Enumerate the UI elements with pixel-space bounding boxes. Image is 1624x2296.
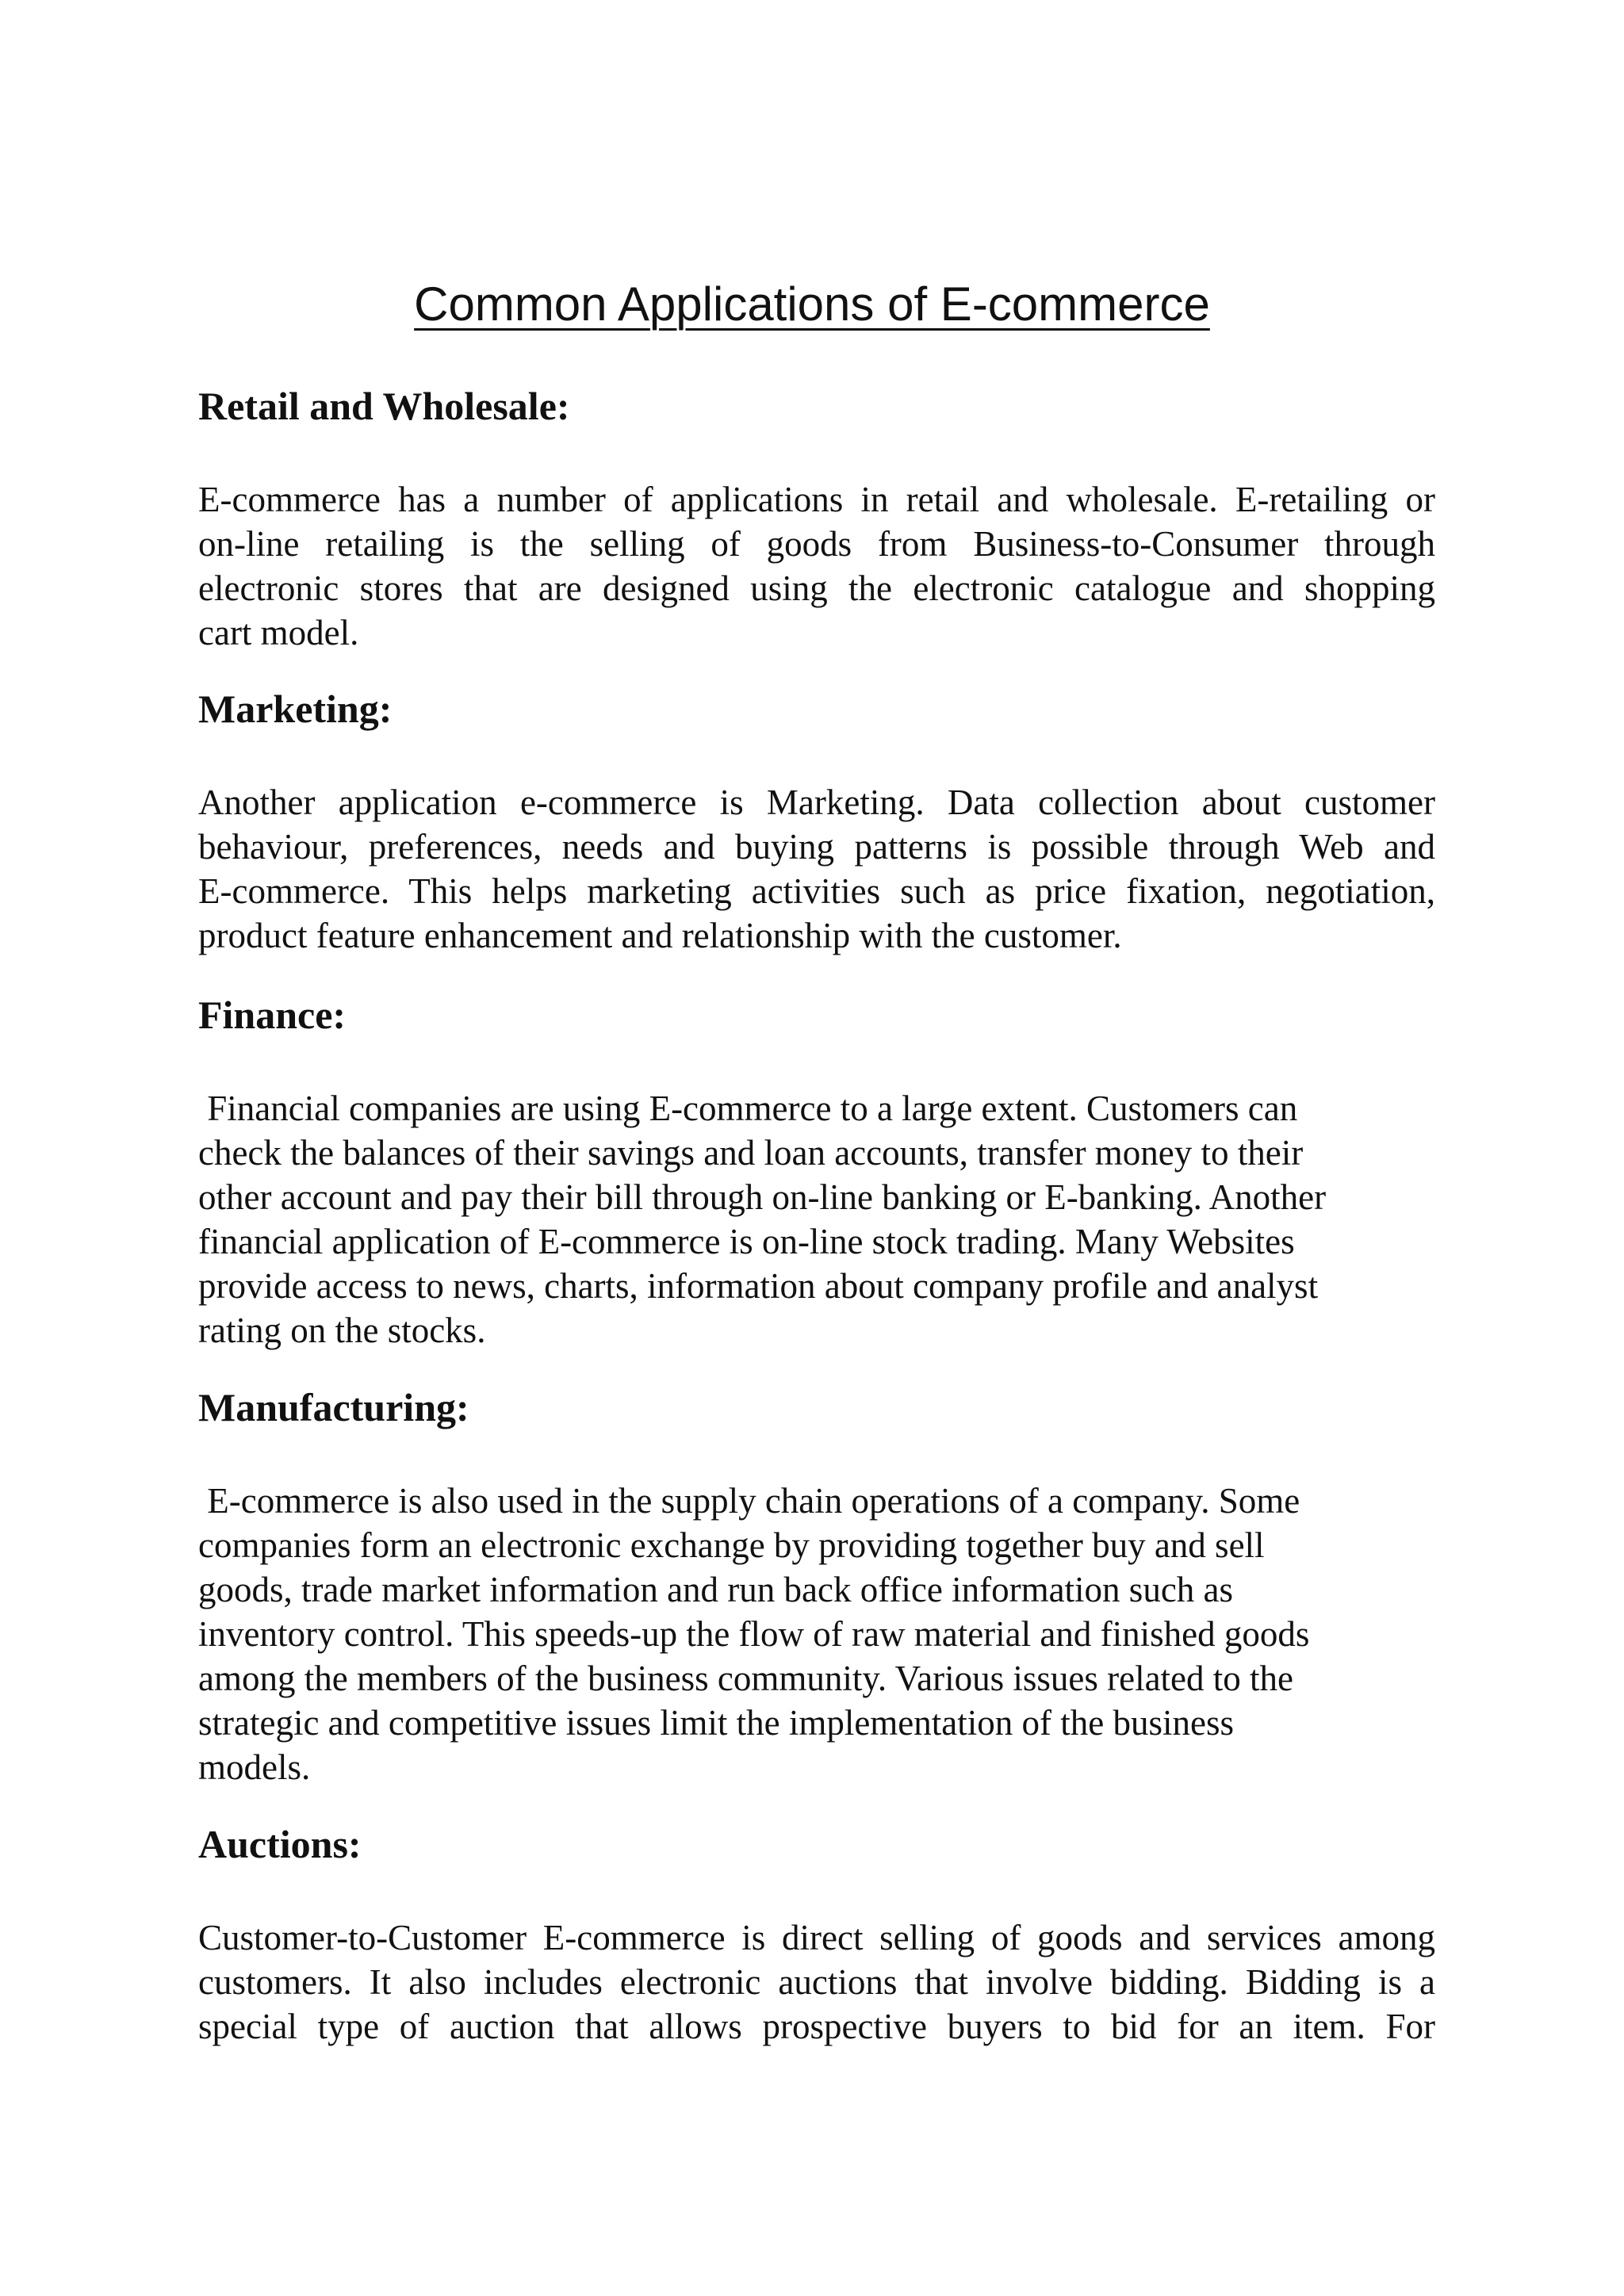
paragraph-line: customers. It also includes electronic auctions that involve bidding. Bidding is a [198, 1962, 1435, 2002]
paragraph-line: among the members of the business community. Various issues related to the [198, 1659, 1294, 1698]
paragraph-line: Financial companies are using E-commerce to a large extent. Customers can [198, 1089, 1298, 1128]
paragraph-line: other account and pay their bill through on-line banking or E-banking. Another [198, 1177, 1327, 1217]
section-paragraph [198, 477, 1435, 655]
paragraph-line: product feature enhancement and relationship with the customer. [198, 916, 1122, 955]
paragraph-line: inventory control. This speeds-up the flow of raw material and finished goods [198, 1614, 1310, 1654]
paragraph-line: Customer-to-Customer E-commerce is direct selling of goods and services among [198, 1918, 1435, 1957]
section-paragraph [198, 1479, 1419, 1789]
paragraph-line: Another application e-commerce is Marketing. Data collection about customer [198, 783, 1435, 822]
paragraph-line: strategic and competitive issues limit the implementation of the business [198, 1703, 1234, 1743]
section-retail-wholesale [198, 381, 1435, 655]
paragraph-line: check the balances of their savings and loan accounts, transfer money to their [198, 1133, 1304, 1173]
paragraph-line: electronic stores that are designed using the electronic catalogue and shopping [198, 568, 1435, 608]
paragraph-line: cart model. [198, 613, 359, 652]
page-title [0, 273, 1624, 336]
section-manufacturing [198, 1382, 1435, 1789]
paragraph-line: goods, trade market information and run back office information such as [198, 1570, 1234, 1609]
section-heading: Marketing: [198, 687, 393, 731]
section-auctions [198, 1819, 1435, 2049]
paragraph-line: E-commerce has a number of applications in retail and wholesale. E-retailing or [198, 480, 1435, 519]
paragraph-line: E-commerce. This helps marketing activities such as price fixation, negotiation, [198, 871, 1435, 911]
paragraph-line: financial application of E-commerce is on-line stock trading. Many Websites [198, 1222, 1295, 1261]
paragraph-line: on-line retailing is the selling of goods from Business-to-Consumer through [198, 524, 1435, 564]
page-title-text: Common Applications of E-commerce [414, 277, 1210, 331]
paragraph-line: provide access to news, charts, information about company profile and analyst [198, 1266, 1319, 1306]
section-finance [198, 989, 1435, 1353]
section-paragraph [198, 780, 1435, 958]
paragraph-line: rating on the stocks. [198, 1311, 486, 1350]
paragraph-line: companies form an electronic exchange by providing together buy and sell [198, 1525, 1265, 1565]
section-heading: Finance: [198, 993, 347, 1037]
paragraph-line: models. [198, 1747, 311, 1787]
paragraph-line: special type of auction that allows prospective buyers to bid for an item. For [198, 2007, 1435, 2046]
section-heading: Retail and Wholesale: [198, 384, 570, 428]
section-marketing [198, 683, 1435, 958]
section-paragraph [198, 1086, 1419, 1353]
section-paragraph [198, 1915, 1435, 2049]
paragraph-line: behaviour, preferences, needs and buying patterns is possible through Web and [198, 827, 1435, 867]
section-heading: Auctions: [198, 1822, 362, 1866]
section-heading: Manufacturing: [198, 1385, 469, 1429]
paragraph-line: E-commerce is also used in the supply chain operations of a company. Some [198, 1481, 1300, 1521]
